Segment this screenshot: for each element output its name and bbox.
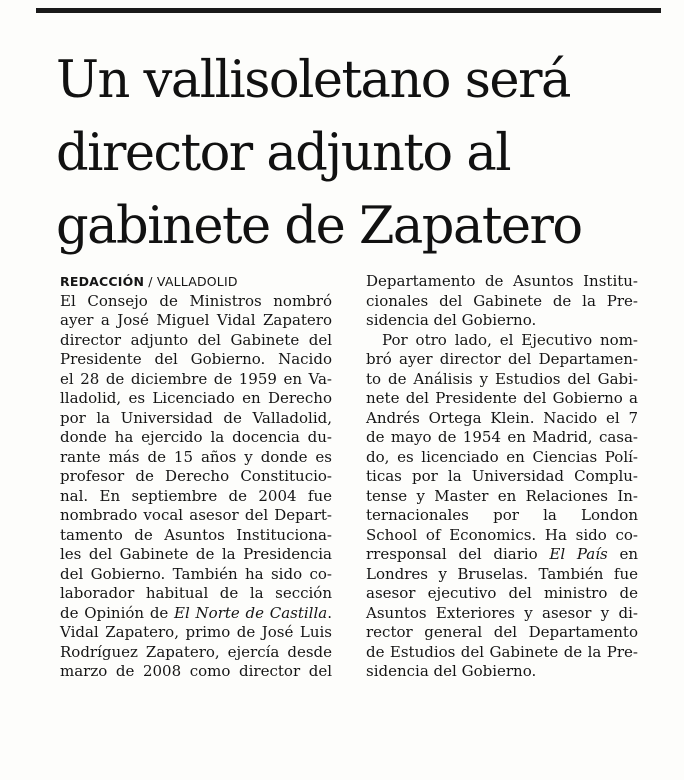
elpais-suffix: en (607, 545, 638, 563)
headline-line: director adjunto al (56, 124, 511, 183)
article-column-2 (366, 272, 638, 682)
body-line: Andrés Ortega Klein. Nacido el 7 (366, 408, 638, 427)
body-line-elpais (366, 545, 638, 565)
body-line: donde ha ejercido la docencia du- (60, 428, 332, 446)
body-line: lladolid, es Licenciado en Derecho (60, 389, 332, 407)
body-line: Asuntos Exteriores y asesor y di- (366, 603, 638, 622)
body-line: sidencia del Gobierno. (366, 662, 537, 680)
body-line: ternacionales por la London (366, 506, 638, 524)
body-line: to de Análisis y Estudios del Gabi- (366, 369, 638, 388)
body-line: marzo de 2008 como director del (60, 662, 332, 680)
body-line: rector general del Departamento (366, 623, 638, 641)
body-line: laborador habitual de la sección (60, 584, 332, 602)
body-line: sidencia del Gobierno. (366, 311, 537, 329)
body-line: asesor ejecutivo del ministro de (366, 584, 638, 602)
body-line: el 28 de diciembre de 1959 en Va- (60, 369, 332, 388)
body-line: nete del Presidente del Gobierno a (366, 389, 638, 407)
headline-line: gabinete de Zapatero (56, 197, 582, 256)
body-line: director adjunto del Gabinete del (60, 330, 332, 349)
body-line: de mayo de 1954 en Madrid, casa- (366, 428, 638, 446)
body-line: del Gobierno. También ha sido co- (60, 564, 332, 583)
body-line: Rodríguez Zapatero, ejercía desde (60, 642, 332, 661)
newspaper-name: El País (549, 545, 608, 563)
body-line: Por otro lado, el Ejecutivo nom- (382, 330, 638, 349)
body-line: de Estudios del Gabinete de la Pre- (366, 642, 638, 661)
elpais-prefix: rresponsal del diario (366, 545, 538, 563)
body-line: les del Gabinete de la Presidencia (60, 545, 332, 563)
body-line: rante más de 15 años y donde es (60, 447, 332, 466)
body-line-opinion (60, 604, 332, 624)
body-line: ayer a José Miguel Vidal Zapatero (60, 311, 332, 329)
headline-line: Un vallisoletano será (56, 51, 570, 110)
byline-location: VALLADOLID (156, 274, 238, 289)
newspaper-name: El Norte de Castilla (174, 603, 328, 622)
opinion-suffix: . (327, 603, 332, 622)
body-line: bró ayer director del Departamen- (366, 350, 638, 368)
body-line: cionales del Gabinete de la Pre- (366, 291, 638, 310)
body-line: profesor de Derecho Constitucio- (60, 467, 332, 485)
body-line: Londres y Bruselas. También fue (366, 564, 638, 583)
opinion-prefix: de Opinión de (60, 603, 175, 622)
byline-separator: / (144, 274, 157, 289)
body-line: tamento de Asuntos Instituciona- (60, 525, 332, 544)
body-line: tense y Master en Relaciones In- (366, 486, 638, 505)
body-line: por la Universidad de Valladolid, (60, 408, 332, 427)
body-line: Departamento de Asuntos Institu- (366, 272, 638, 290)
body-line: nombrado vocal asesor del Depart- (60, 506, 332, 524)
headline (56, 44, 676, 263)
body-line: do, es licenciado en Ciencias Polí- (366, 447, 638, 466)
byline-author: REDACCIÓN (60, 274, 145, 289)
top-rule (36, 8, 661, 13)
body-line: Vidal Zapatero, primo de José Luis (60, 623, 332, 641)
body-line: Presidente del Gobierno. Nacido (60, 350, 332, 368)
body-line: El Consejo de Ministros nombró (60, 291, 332, 310)
byline (60, 272, 332, 292)
body-line: School of Economics. Ha sido co- (366, 525, 638, 544)
article-column-1 (60, 272, 332, 682)
body-line: ticas por la Universidad Complu- (366, 467, 638, 485)
body-line: nal. En septiembre de 2004 fue (60, 486, 332, 505)
